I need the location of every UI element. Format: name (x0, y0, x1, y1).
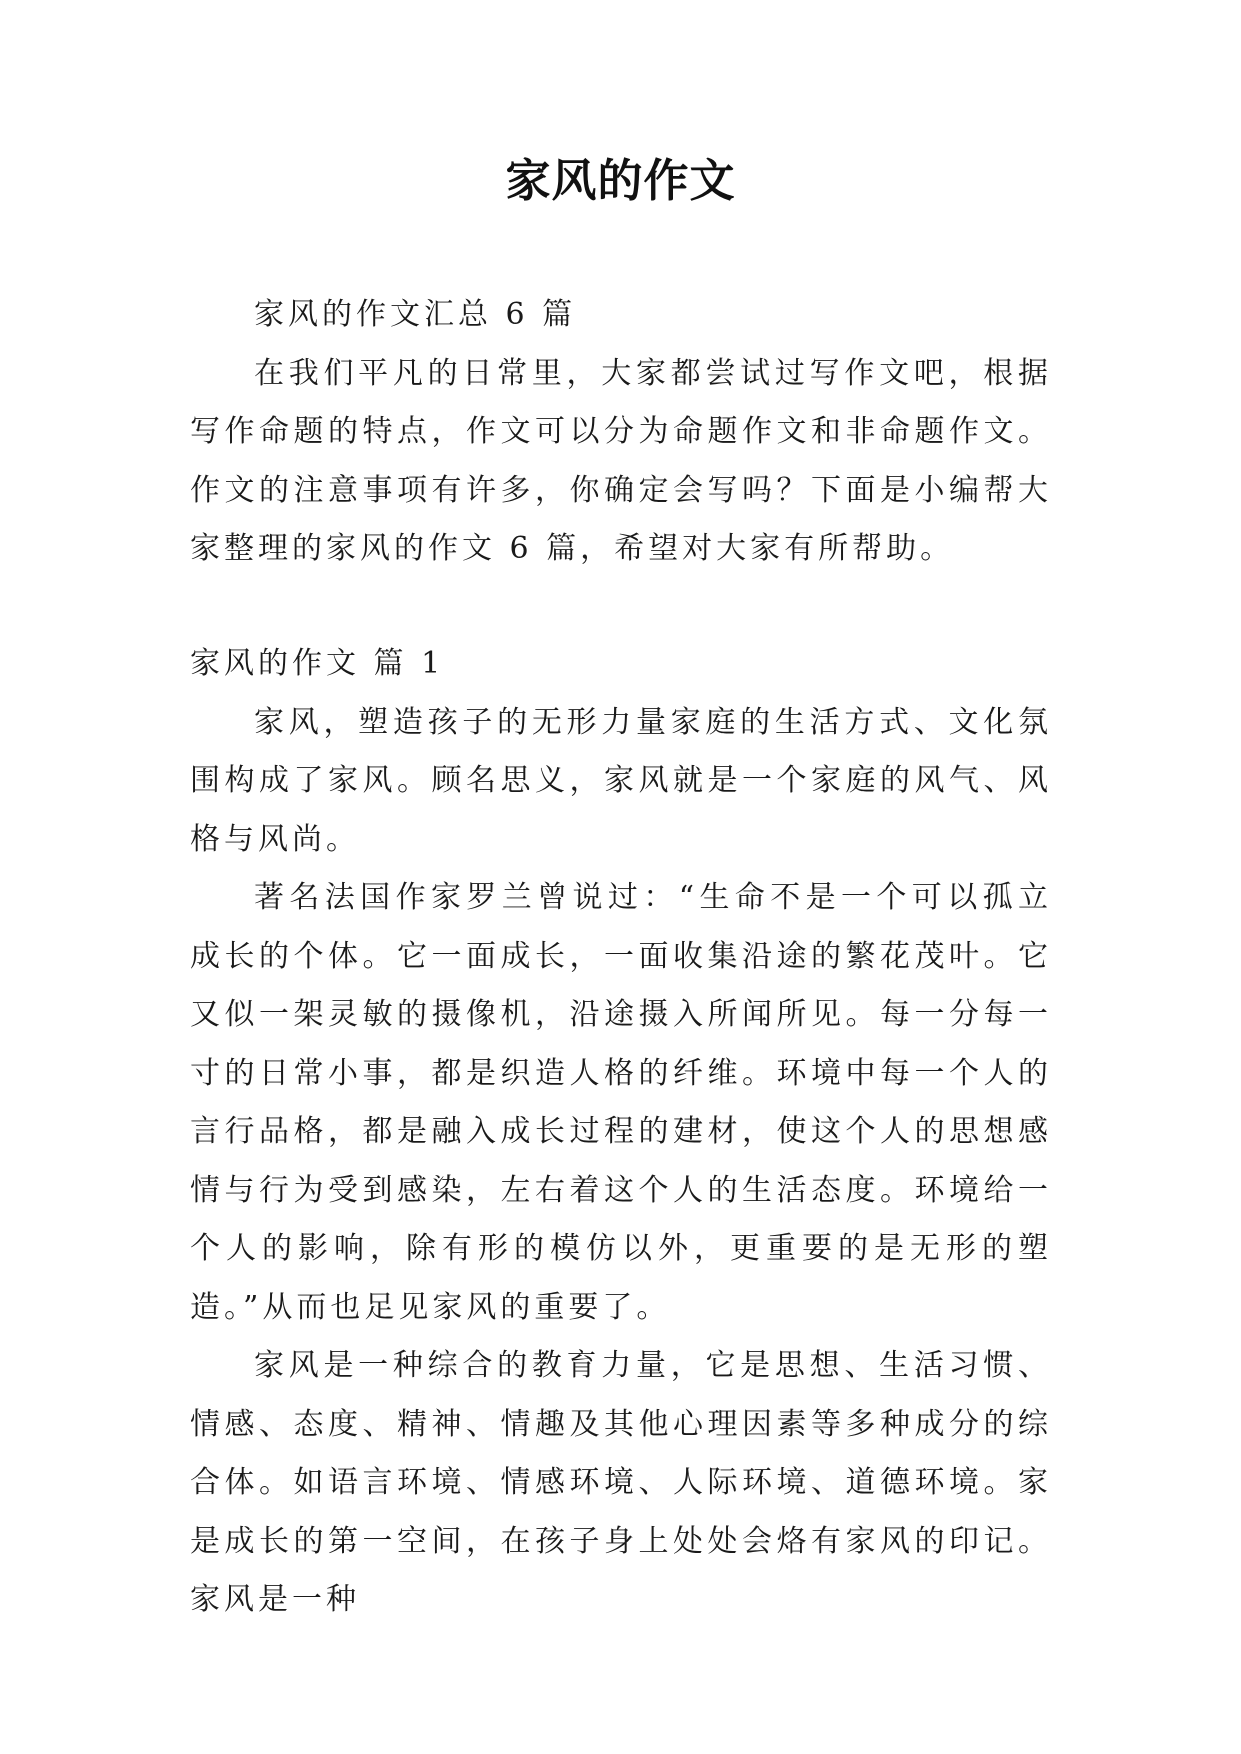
intro-paragraph: 在我们平凡的日常里，大家都尝试过写作文吧，根据写作命题的特点，作文可以分为命题作文和非命题作文。作文的注意事项有许多，你确定会写吗？下面是小编帮大家整理的家风的作文 6 篇，希望对大家有所帮助。 (190, 355, 1052, 566)
essay-section-1 (190, 635, 1052, 1630)
section-paragraph-3: 家风是一种综合的教育力量，它是思想、生活习惯、情感、态度、精神、情趣及其他心理因素等多种成分的综合体。如语言环境、情感环境、人际环境、道德环境。家是成长的第一空间，在孩子身上处处会烙有家风的印记。家风是一种 (190, 1348, 1052, 1617)
intro-subtitle: 家风的作文汇总 6 篇 (254, 297, 577, 332)
section-paragraph-1: 家风，塑造孩子的无形力量家庭的生活方式、文化氛围构成了家风。顾名思义，家风就是一个家庭的风气、风格与风尚。 (190, 704, 1052, 857)
document-title: 家风的作文 (505, 154, 736, 207)
section-heading: 家风的作文 篇 1 (190, 646, 445, 681)
intro-block (190, 286, 1052, 579)
section-paragraph-2: 著名法国作家罗兰曾说过：“生命不是一个可以孤立成长的个体。它一面成长，一面收集沿途的繁花茂叶。它又似一架灵敏的摄像机，沿途摄入所闻所见。每一分每一寸的日常小事，都是织造人格的纤维。环境中每一个人的言行品格，都是融入成长过程的建材，使这个人的思想感情与行为受到感染，左右着这个人的生活态度。环境给一个人的影响，除有形的模仿以外，更重要的是无形的塑造。”从而也足见家风的重要了。 (190, 880, 1052, 1325)
